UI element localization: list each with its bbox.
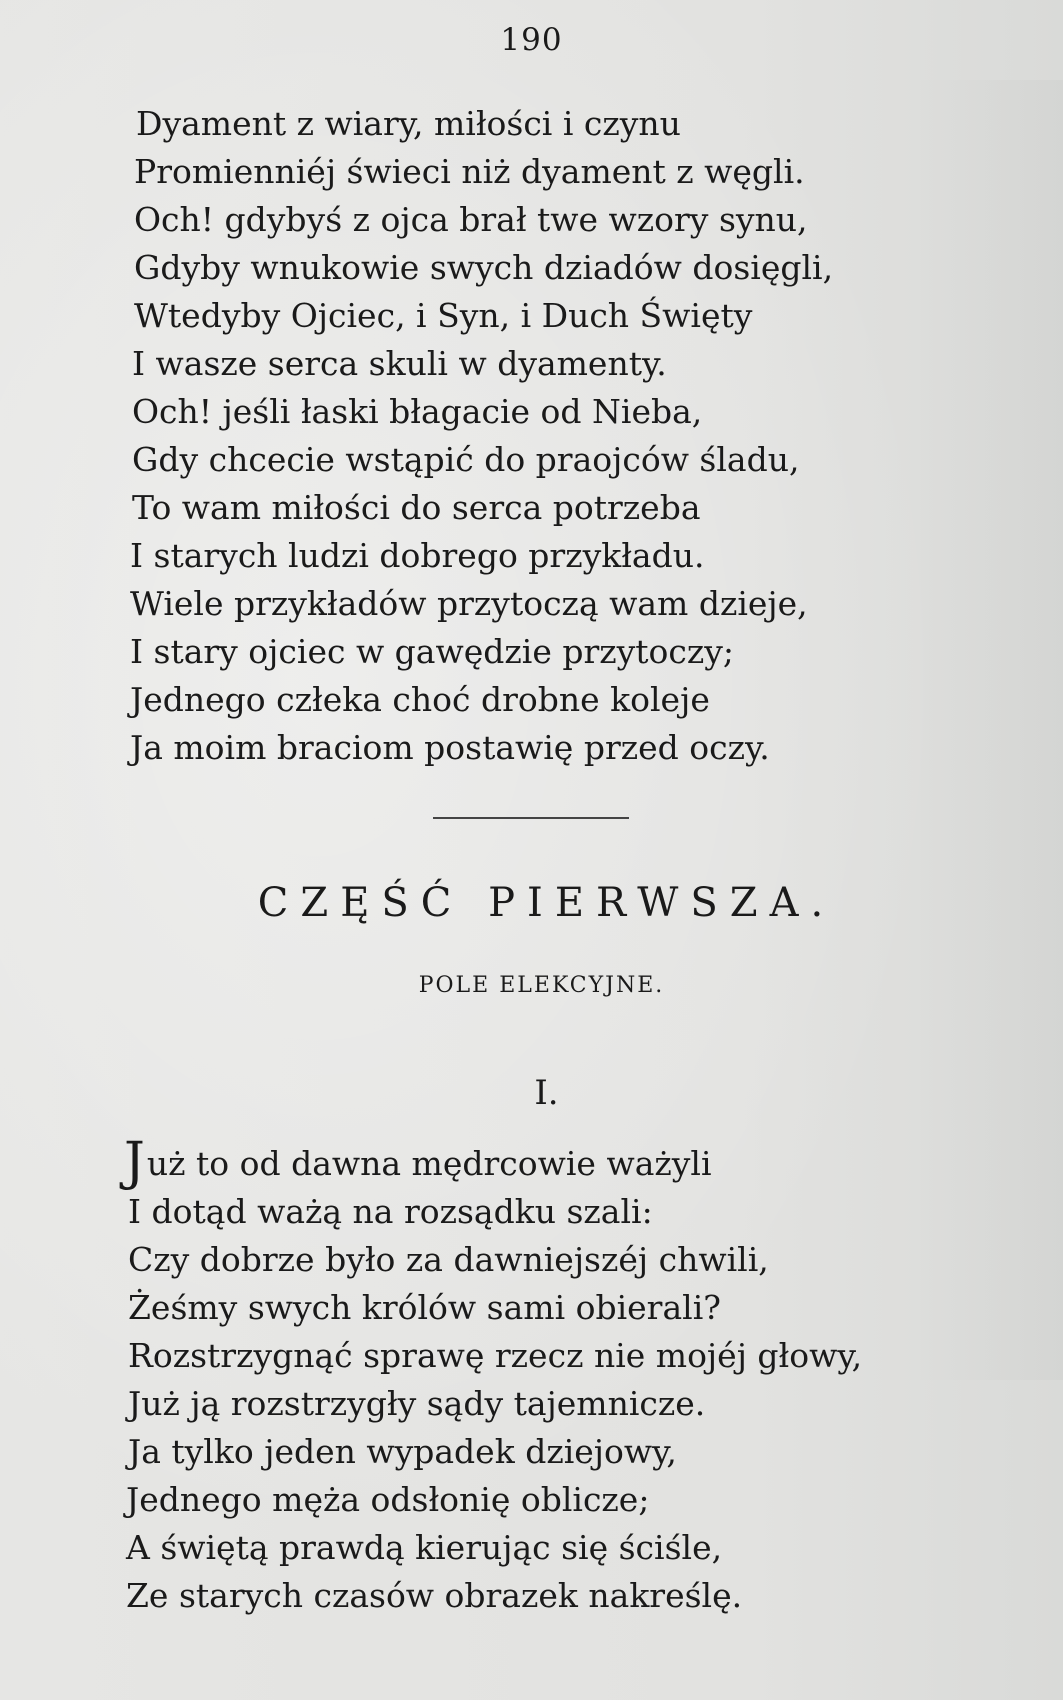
verse-line-first [124, 1132, 862, 1192]
verse-line: Jednego męża odsłonię oblicze; [126, 1480, 650, 1519]
verse-line: Czy dobrze było za dawniejszéj chwili, [128, 1240, 769, 1279]
part-subtitle: POLE ELEKCYJNE. [418, 973, 665, 998]
verse-line: Dyament z wiary, miłości i czynu [136, 104, 681, 143]
verse-line: I dotąd ważą na rozsądku szali: [128, 1192, 653, 1231]
verse-line: Och! gdybyś z ojca brał twe wzory synu, [134, 200, 808, 239]
verse-line: Już ją rozstrzygły sądy tajemnicze. [128, 1384, 706, 1423]
verse-line: Promienniéj świeci niż dyament z węgli. [134, 152, 805, 191]
page-shadow [913, 80, 1063, 1380]
section-number: I. [534, 1073, 559, 1113]
verse-line: I starych ludzi dobrego przykładu. [130, 536, 705, 575]
verse-line: To wam miłości do serca potrzeba [132, 488, 701, 527]
verse-line: Ze starych czasów obrazek nakreślę. [126, 1576, 743, 1615]
verse-line: I stary ojciec w gawędzie przytoczy; [130, 632, 735, 671]
poem-stanza-one [124, 1132, 863, 1620]
verse-line: I wasze serca skuli w dyamenty. [132, 344, 667, 383]
page-number: 190 [500, 22, 563, 58]
part-title: CZĘŚĆ PIERWSZA. [257, 880, 836, 926]
verse-line: Gdy chcecie wstąpić do praojców śladu, [132, 440, 800, 479]
verse-line: A świętą prawdą kierując się ściśle, [126, 1528, 723, 1567]
verse-line: Gdyby wnukowie swych dziadów dosięgli, [134, 248, 834, 287]
verse-line: Żeśmy swych królów sami obierali? [128, 1288, 721, 1327]
verse-line: Ja tylko jeden wypadek dziejowy, [128, 1432, 677, 1471]
poem-stanza-intro [130, 100, 834, 772]
verse-line: Jednego człeka choć drobne koleje [130, 680, 710, 719]
verse-line: Rozstrzygnąć sprawę rzecz nie mojéj głowy, [128, 1336, 863, 1375]
section-divider [433, 817, 629, 819]
drop-cap: J [124, 1132, 145, 1192]
first-line-text: uż to od dawna mędrcowie ważyli [146, 1144, 712, 1183]
verse-line: Wtedyby Ojciec, i Syn, i Duch Święty [134, 296, 753, 335]
verse-line: Och! jeśli łaski błagacie od Nieba, [132, 392, 703, 431]
verse-line: Wiele przykładów przytoczą wam dzieje, [130, 584, 808, 623]
verse-line: Ja moim braciom postawię przed oczy. [130, 728, 770, 767]
